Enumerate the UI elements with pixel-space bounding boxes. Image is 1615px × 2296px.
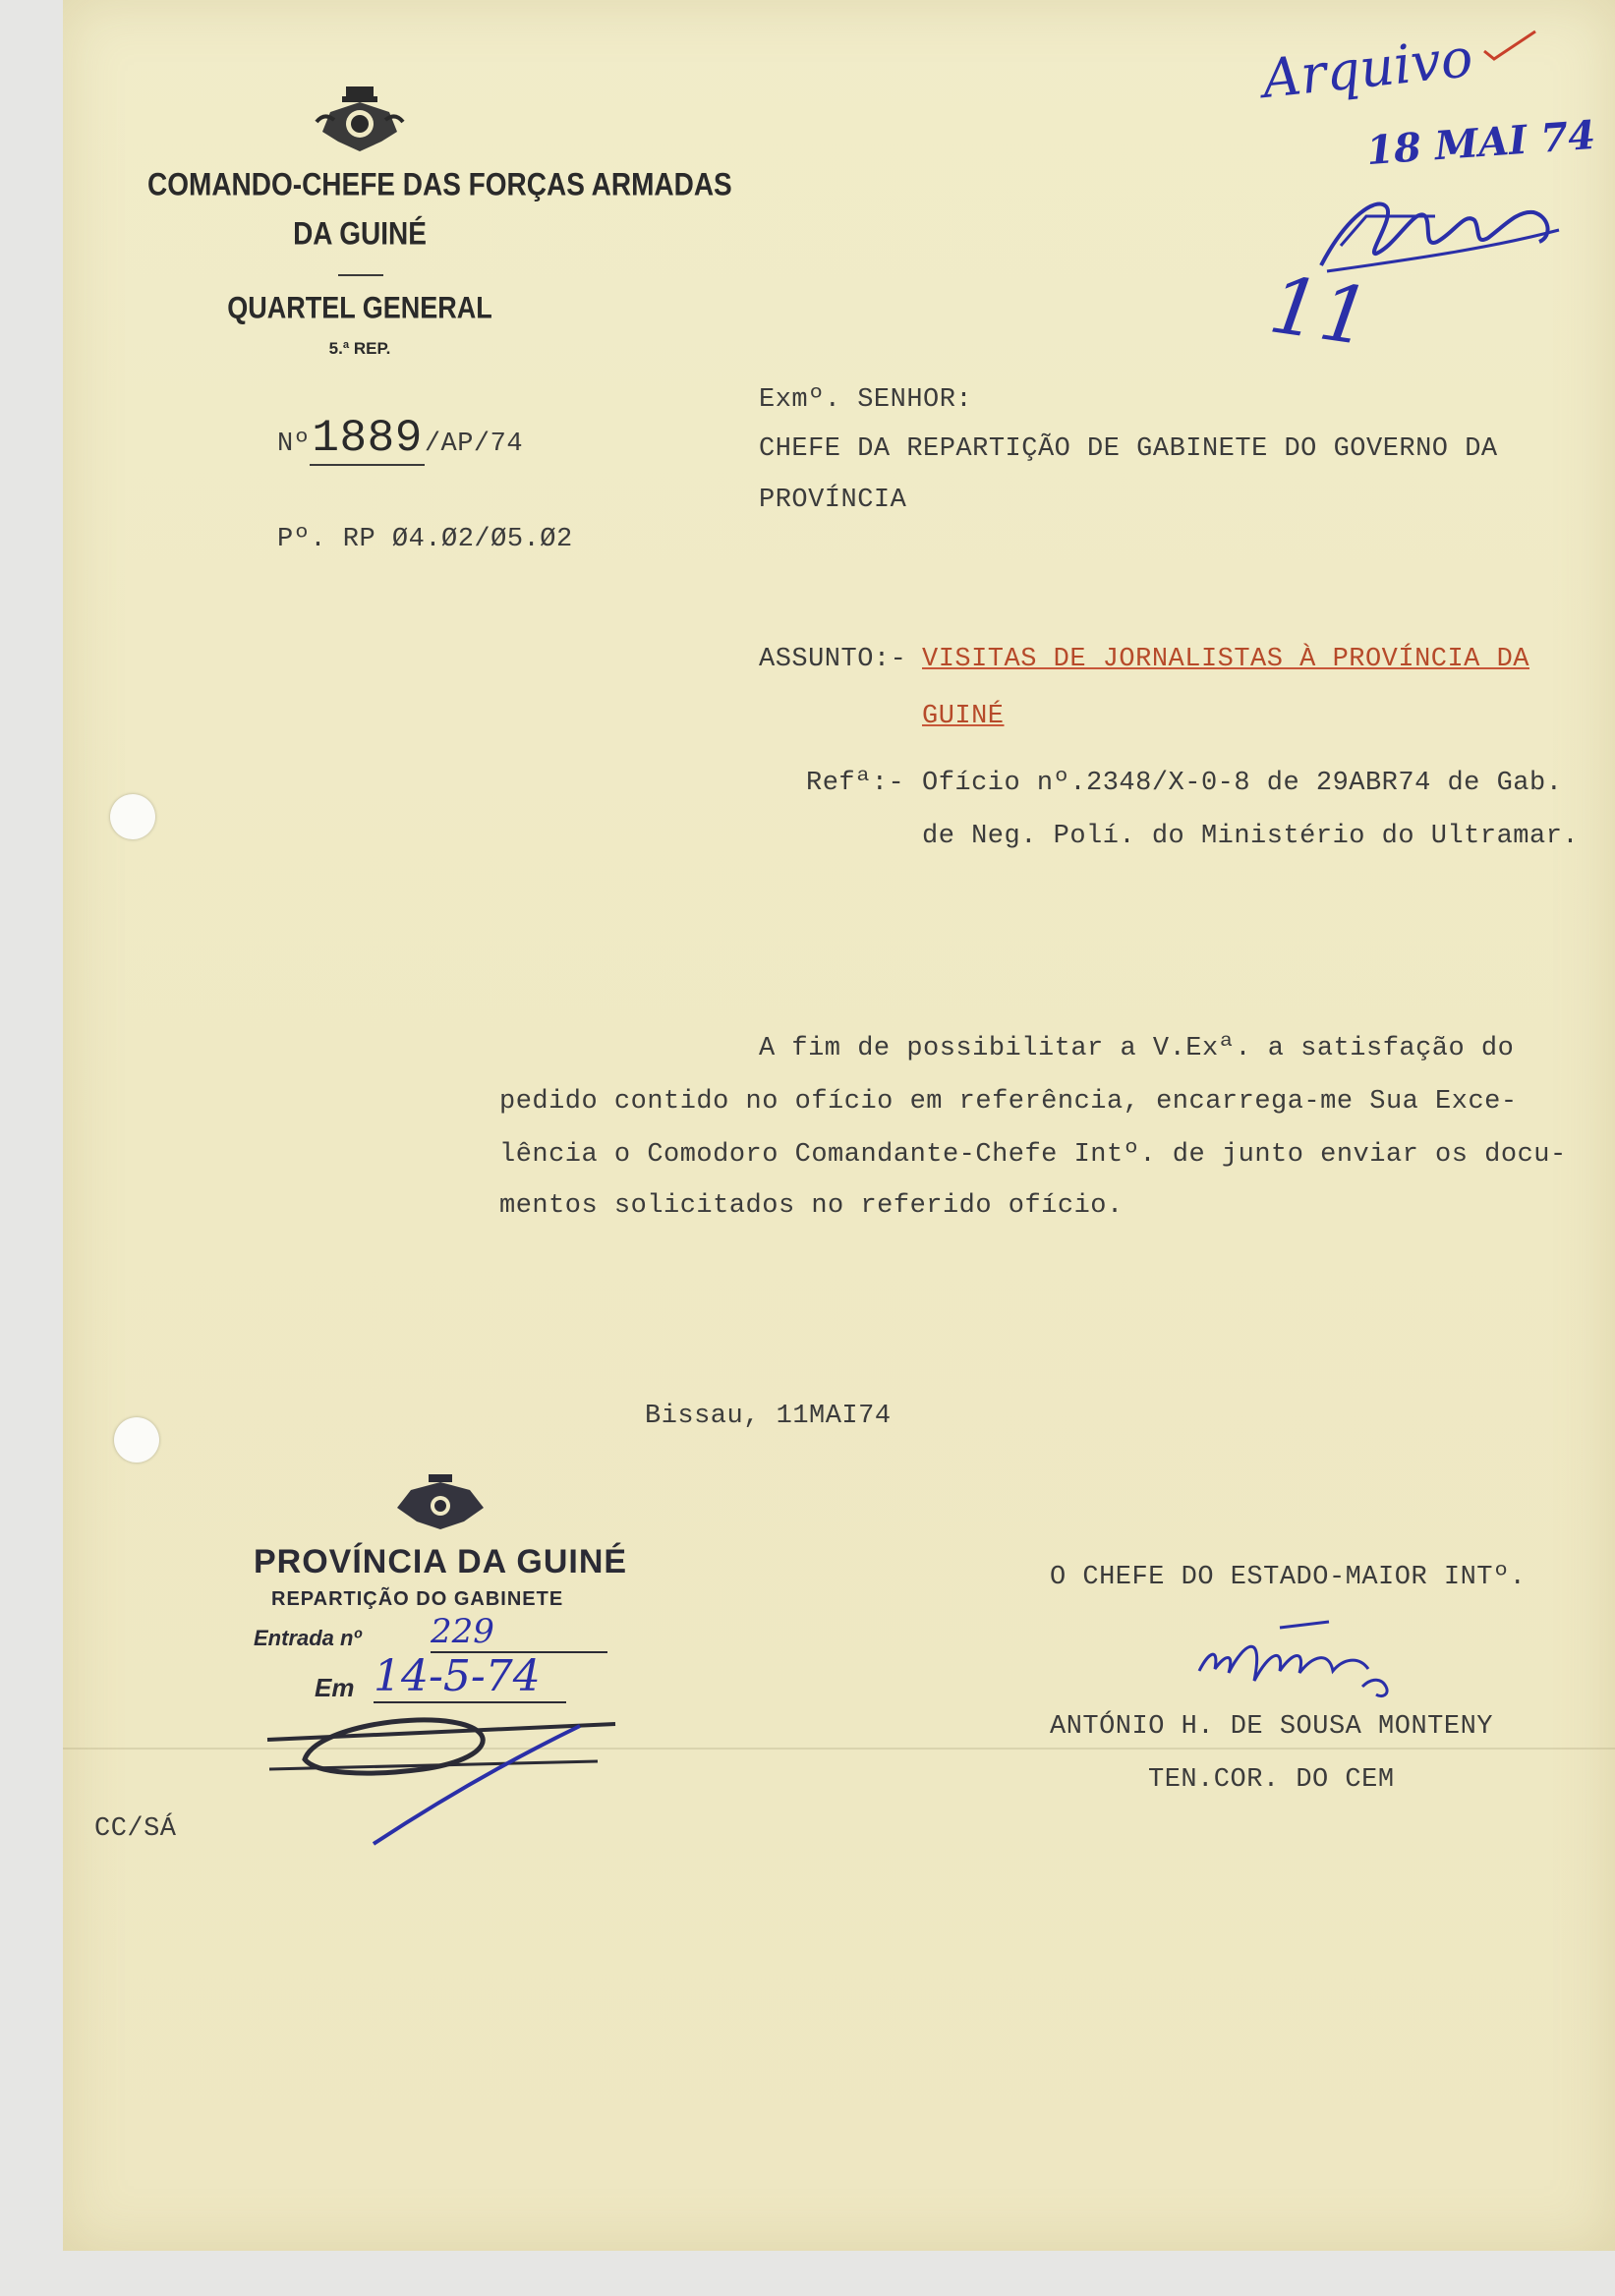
stamp-entry-label: Entrada nº bbox=[254, 1626, 362, 1650]
recipient-line-1: CHEFE DA REPARTIÇÃO DE GABINETE DO GOVERNO DA bbox=[759, 434, 1498, 464]
stamp-line-2: REPARTIÇÃO DO GABINETE bbox=[271, 1588, 564, 1610]
subject-line-1: VISITAS DE JORNALISTAS À PROVÍNCIA DA bbox=[922, 645, 1529, 674]
header-line-2: DA GUINÉ bbox=[293, 215, 427, 252]
signature-title: O CHEFE DO ESTADO-MAIOR INTº. bbox=[1050, 1563, 1527, 1592]
body-line-1: A fim de possibilitar a V.Exª. a satisfação do bbox=[759, 1034, 1515, 1063]
coat-of-arms-emblem bbox=[313, 83, 407, 157]
punch-hole bbox=[114, 1417, 159, 1463]
header-divider bbox=[338, 274, 383, 276]
reference-number bbox=[277, 413, 523, 464]
red-check-mark-icon bbox=[1480, 26, 1539, 65]
ref-label: Refª:- bbox=[806, 769, 905, 798]
stamp-emblem bbox=[391, 1472, 490, 1533]
body-line-2: pedido contido no ofício em referência, encarrega-me Sua Exce- bbox=[499, 1087, 1518, 1117]
handwritten-folio-number: 11 bbox=[1264, 258, 1376, 364]
place-date: Bissau, 11MAI74 bbox=[645, 1402, 892, 1431]
stamp-entry-value: 229 bbox=[431, 1612, 607, 1653]
body-line-3: lência o Comodoro Comandante-Chefe Intº. de junto enviar os docu- bbox=[499, 1140, 1567, 1170]
header-line-1: COMANDO-CHEFE DAS FORÇAS ARMADAS bbox=[147, 166, 732, 202]
header-line-4: 5.ª REP. bbox=[328, 339, 391, 358]
reference-number-value: 1889 bbox=[312, 413, 423, 464]
handwritten-date: 18 MAI 74 bbox=[1364, 111, 1597, 175]
stamp-date-label: Em bbox=[315, 1673, 355, 1702]
stamp-scribble-signature bbox=[256, 1700, 629, 1858]
body-line-4: mentos solicitados no referido ofício. bbox=[499, 1191, 1124, 1221]
reference-suffix: /AP/74 bbox=[424, 430, 524, 459]
process-reference: Pº. RP Ø4.Ø2/Ø5.Ø2 bbox=[277, 525, 573, 554]
handwritten-archive-note: Arquivo bbox=[1259, 26, 1476, 111]
cc-initials: CC/SÁ bbox=[94, 1814, 177, 1844]
ref-line-1: Ofício nº.2348/X-0-8 de 29ABR74 de Gab. bbox=[922, 769, 1563, 798]
officer-signature bbox=[1185, 1612, 1412, 1710]
recipient-salutation: Exmº. SENHOR: bbox=[759, 385, 973, 415]
signature-name: ANTÓNIO H. DE SOUSA MONTENY bbox=[1050, 1712, 1493, 1742]
header-line-3: QUARTEL GENERAL bbox=[227, 290, 492, 325]
stamp-line-1: PROVÍNCIA DA GUINÉ bbox=[254, 1543, 628, 1580]
recipient-line-2: PROVÍNCIA bbox=[759, 486, 907, 515]
stamp-date-value: 14-5-74 bbox=[374, 1651, 566, 1703]
punch-hole bbox=[110, 794, 155, 839]
reference-prefix: Nº bbox=[277, 430, 311, 459]
paper-sheet bbox=[63, 0, 1615, 2251]
ref-line-2: de Neg. Polí. do Ministério do Ultramar. bbox=[922, 822, 1580, 851]
subject-line-2: GUINÉ bbox=[922, 702, 1005, 731]
subject-label: ASSUNTO:- bbox=[759, 645, 907, 674]
signature-rank: TEN.COR. DO CEM bbox=[1148, 1765, 1395, 1795]
